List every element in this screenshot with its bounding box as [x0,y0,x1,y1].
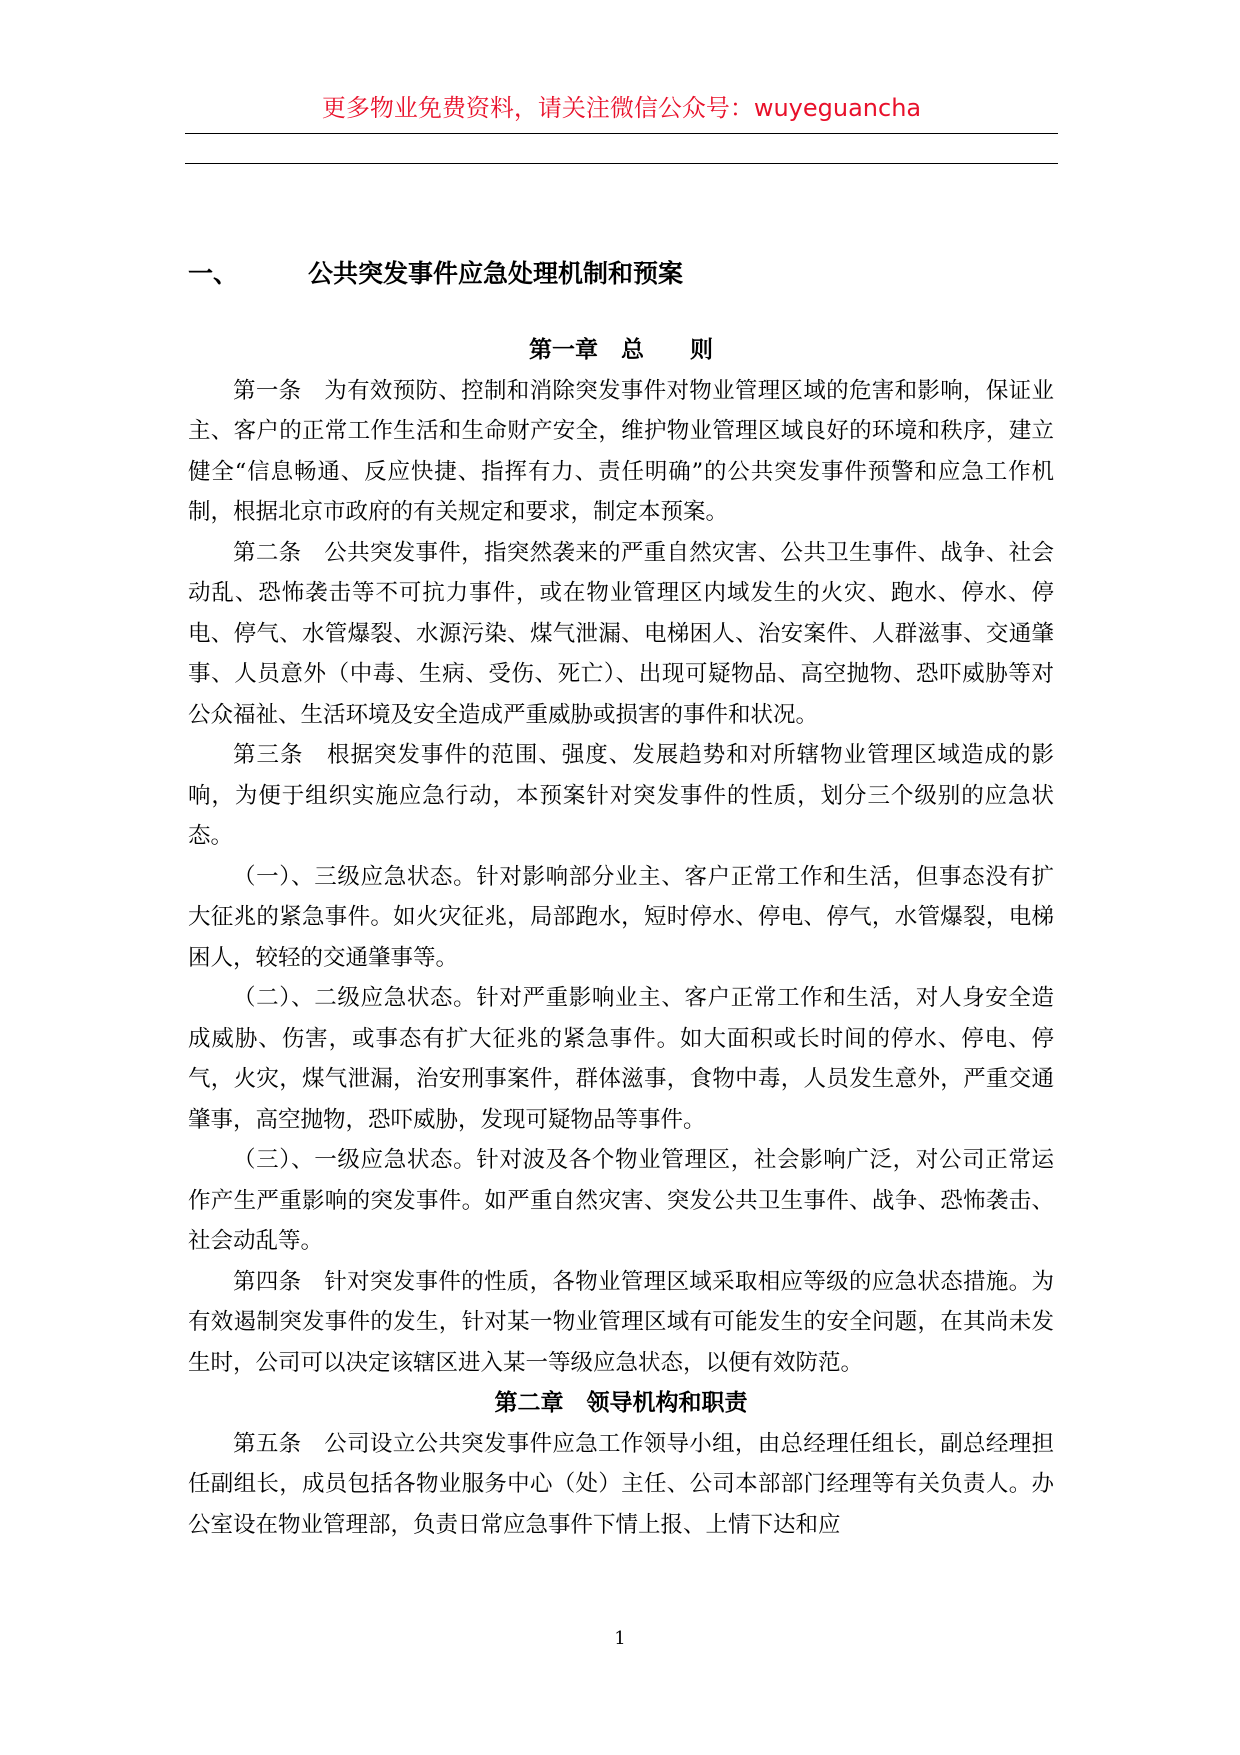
article-paragraph [188,1140,1054,1262]
article-paragraph [188,371,1054,533]
article-paragraph [188,735,1054,857]
chapter-title: 第一章 总 则 [529,337,713,363]
article-text: （三）、一级应急状态。针对波及各个物业管理区，社会影响广泛，对公司正常运作产生严重影响的突发事件。如严重自然灾害、突发公共卫生事件、战争、恐怖袭击、社会动乱等。 [188,1147,1054,1254]
article-paragraph [188,1262,1054,1384]
article-text: 根据突发事件的范围、强度、发展趋势和对所辖物业管理区域造成的影响，为便于组织实施应急行动，本预案针对突发事件的性质，划分三个级别的应急状态。 [188,742,1054,849]
article-text: （一）、三级应急状态。针对影响部分业主、客户正常工作和生活，但事态没有扩大征兆的紧急事件。如火灾征兆，局部跑水，短时停水、停电、停气，水管爆裂，电梯困人，较轻的交通肇事等。 [188,863,1054,971]
article-text: 公司设立公共突发事件应急工作领导小组，由总经理任组长，副总经理担任副组长，成员包括各物业服务中心（处）主任、公司本部部门经理等有关负责人。办公室设在物业管理部，负责日常应急事件下情上报、上情下达和应 [188,1430,1054,1538]
header-rule-top [185,133,1058,134]
article-text: 针对突发事件的性质，各物业管理区域采取相应等级的应急状态措施。为有效遏制突发事件的发生，针对某一物业管理区域有可能发生的安全问题，在其尚未发生时，公司可以决定该辖区进入某一等级应急状态，以便有效防范。 [188,1268,1054,1376]
section-number: 一、 [188,259,239,288]
article-label: 第一条 [233,377,325,404]
article-paragraph [188,978,1054,1140]
section-heading [188,256,683,292]
page-number: 1 [614,1628,626,1649]
document-body [188,330,1054,1545]
article-text: 为有效预防、控制和消除突发事件对物业管理区域的危害和影响，保证业主、客户的正常工作生活和生命财产安全，维护物业管理区域良好的环境和秩序，建立健全“信息畅通、反应快捷、指挥有力、责任明确”的公共突发事件预警和应急工作机制，根据北京市政府的有关规定和要求，制定本预案。 [188,377,1054,525]
article-label: 第五条 [233,1430,325,1457]
article-label: 第二条 [233,539,325,566]
header-promo-note: 更多物业免费资料，请关注微信公众号：wuyeguancha [321,94,922,122]
article-text: （二）、二级应急状态。针对严重影响业主、客户正常工作和生活，对人身安全造成威胁、伤害，或事态有扩大征兆的紧急事件。如大面积或长时间的停水、停电、停气，火灾，煤气泄漏，治安刑事案件，群体滋事，食物中毒，人员发生意外，严重交通肇事，高空抛物，恐吓威胁，发现可疑物品等事件。 [188,985,1054,1133]
article-paragraph [188,533,1054,736]
article-paragraph [188,1424,1054,1546]
section-title: 公共突发事件应急处理机制和预案 [308,259,684,288]
article-text: 公共突发事件，指突然袭来的严重自然灾害、公共卫生事件、战争、社会动乱、恐怖袭击等不可抗力事件，或在物业管理区内域发生的火灾、跑水、停水、停电、停气、水管爆裂、水源污染、煤气泄漏、电梯困人、治安案件、人群滋事、交通肇事、人员意外（中毒、生病、受伤、死亡）、出现可疑物品、高空抛物、恐吓威胁等对公众福祉、生活环境及安全造成严重威胁或损害的事件和状况。 [188,539,1054,728]
article-paragraph [188,857,1054,979]
header-rule-bottom [185,163,1058,164]
article-label: 第三条 [233,742,327,768]
chapter-title: 第二章 领导机构和职责 [494,1390,748,1416]
article-label: 第四条 [233,1268,325,1295]
